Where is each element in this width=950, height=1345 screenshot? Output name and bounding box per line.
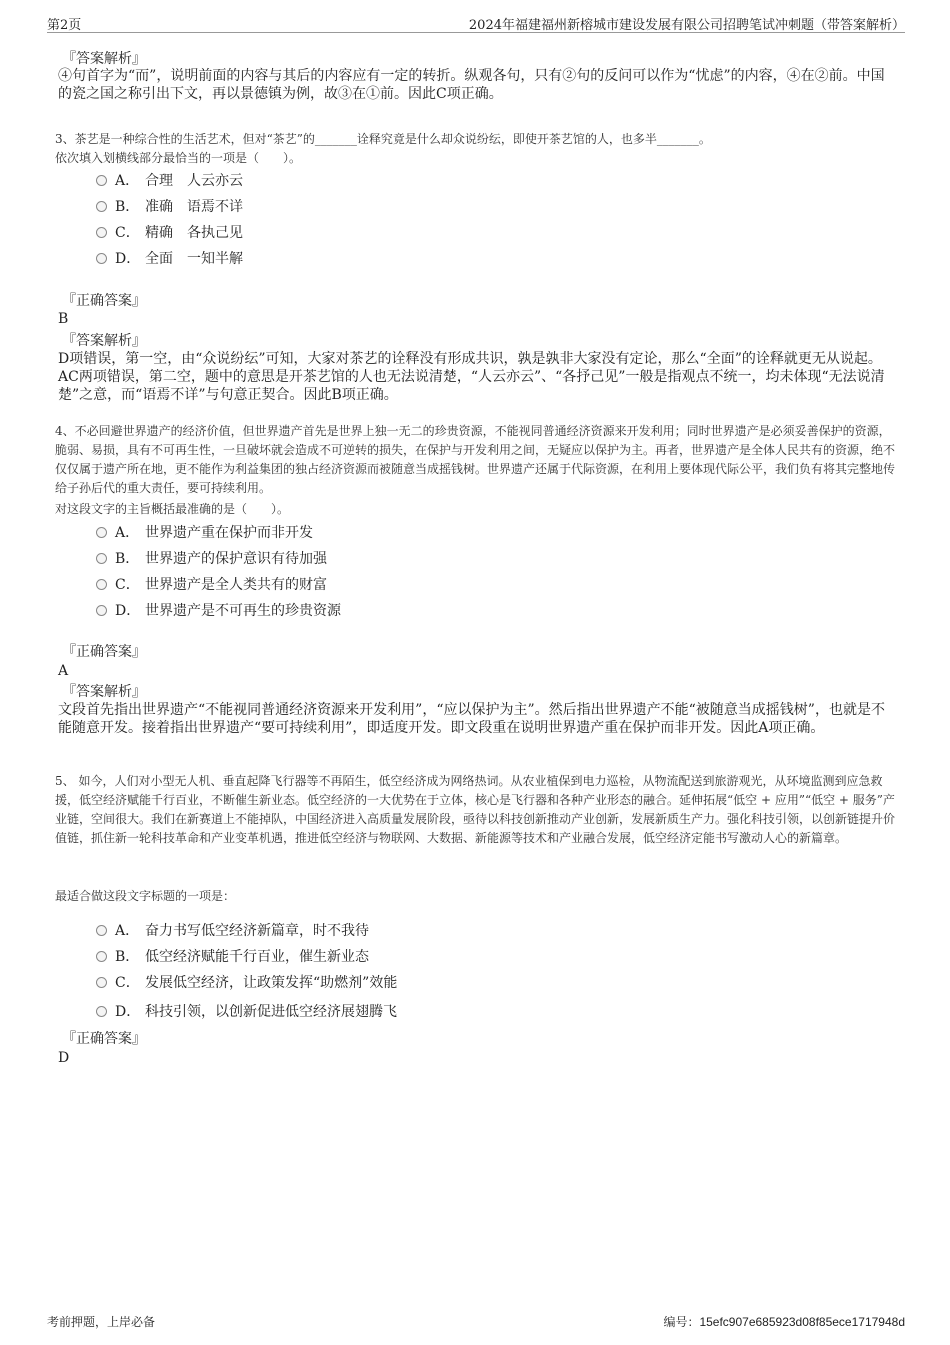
radio-icon[interactable]	[96, 201, 107, 212]
q4-analysis-label: 『答案解析』	[62, 684, 146, 700]
q3-prompt: 依次填入划横线部分最恰当的一项是（ ）。	[55, 151, 302, 165]
q4-answer-label: 『正确答案』	[62, 644, 146, 660]
radio-icon[interactable]	[96, 977, 107, 988]
q5-option-b[interactable]: B． 低空经济赋能千行百业，催生新业态	[96, 946, 369, 968]
q3-stem: 3、茶艺是一种综合性的生活艺术，但对“茶艺”的_______诠释究竟是什么却众说纷纭，即使开茶艺馆的人，也多半_______。	[55, 132, 711, 146]
radio-icon[interactable]	[96, 605, 107, 616]
footer-slogan: 考前押题，上岸必备	[47, 1315, 156, 1329]
page-header	[47, 10, 905, 33]
radio-icon[interactable]	[96, 1006, 107, 1017]
radio-icon[interactable]	[96, 527, 107, 538]
q3-answer-label: 『正确答案』	[62, 293, 146, 309]
radio-icon[interactable]	[96, 579, 107, 590]
q3-analysis-text: D项错误，第一空，由“众说纷纭”可知，大家对茶艺的诠释没有形成共识，孰是孰非大家没有定论，那么“全面”的诠释就更无从说起。AC两项错误，第二空，题中的意思是开茶艺馆的人也无法说清楚，“人云亦云”、“各抒己见”一般是指观点不统一，均未体现“无法说清楚”之意，而“语焉不详”与句意正契合。因此B项正确。	[58, 351, 885, 403]
q4-option-c[interactable]: C． 世界遗产是全人类共有的财富	[96, 574, 327, 596]
q2-analysis-label: 『答案解析』	[62, 51, 146, 67]
document-title: 2024年福建福州新榕城市建设发展有限公司招聘笔试冲刺题（带答案解析）	[468, 18, 905, 33]
q4-stem: 4、不必回避世界遗产的经济价值，但世界遗产首先是世界上独一无二的珍贵资源，不能视同普通经济资源来开发利用；同时世界遗产是必须妥善保护的资源，脆弱、易损，具有不可再生性，一旦破坏就会造成不可逆转的损失，在保护与开发利用之间，无疑应以保护为主。再者，世界遗产是全体人民共有的资源，绝不仅仅属于遗产所在地，更不能作为利益集团的独占经济资源而被随意当成摇钱树。世界遗产还属于代际资源，在利用上要体现代际公平，我们负有将其完整地传给子孙后代的重大责任，要可持续利用。	[55, 424, 896, 495]
radio-icon[interactable]	[96, 553, 107, 564]
document-code-value: 15efc907e685923d08f85ece1717948d	[699, 1315, 905, 1329]
q5-stem: 5、 如今，人们对小型无人机、垂直起降飞行器等不再陌生，低空经济成为网络热词。从农业植保到电力巡检，从物流配送到旅游观光，从环境监测到应急救援，低空经济赋能千行百业，不断催生新业态。低空经济的一大优势在于立体，核心是飞行器和各种产业形态的融合。延伸拓展“低空 + 应用”“低空 + 服务”产业链，空间很大。我们在新赛道上不能掉队，中国经济进入高质量发展阶段，亟待以科技创新推动产业创新，发展新质生产力。强化科技引领，以创新链提升价值链，抓住新一轮科技革命和产业变革机遇，推进低空经济与物联网、大数据、新能源等技术和产业融合发展，低空经济定能书写激动人心的新篇章。	[55, 774, 896, 845]
q5-option-a[interactable]: A． 奋力书写低空经济新篇章，时不我待	[96, 920, 369, 942]
radio-icon[interactable]	[96, 175, 107, 186]
document-code-label: 编号：	[663, 1315, 700, 1329]
q3-answer: B	[58, 311, 69, 327]
q4-answer: A	[58, 663, 69, 679]
radio-icon[interactable]	[96, 227, 107, 238]
q3-option-a[interactable]: A． 合理 人云亦云	[96, 170, 243, 192]
radio-icon[interactable]	[96, 925, 107, 936]
q4-prompt: 对这段文字的主旨概括最准确的是（ ）。	[55, 502, 290, 516]
q2-analysis-text: ④句首字为“而”，说明前面的内容与其后的内容应有一定的转折。纵观各句，只有②句的反问可以作为“忧虑”的内容，④在②前。中国的瓷之国之称引出下文，再以景德镇为例，故③在①前。因此C项正确。	[58, 68, 885, 102]
page-number: 第2页	[47, 18, 82, 33]
q4-option-d[interactable]: D． 世界遗产是不可再生的珍贵资源	[96, 600, 341, 622]
document-code	[663, 1313, 905, 1330]
radio-icon[interactable]	[96, 951, 107, 962]
radio-icon[interactable]	[96, 253, 107, 264]
q3-option-c[interactable]: C． 精确 各执己见	[96, 222, 243, 244]
q5-prompt: 最适合做这段文字标题的一项是：	[55, 889, 236, 903]
q5-option-c[interactable]: C． 发展低空经济，让政策发挥“助燃剂”效能	[96, 972, 397, 994]
q4-option-b[interactable]: B． 世界遗产的保护意识有待加强	[96, 548, 327, 570]
q5-option-d[interactable]: D． 科技引领，以创新促进低空经济展翅腾飞	[96, 1001, 397, 1023]
q3-analysis-label: 『答案解析』	[62, 333, 146, 349]
q3-option-b[interactable]: B． 准确 语焉不详	[96, 196, 243, 218]
q3-option-d[interactable]: D． 全面 一知半解	[96, 248, 243, 270]
q4-analysis-text: 文段首先指出世界遗产“不能视同普通经济资源来开发利用”，“应以保护为主”。然后指出世界遗产不能“被随意当成摇钱树”，也就是不能随意开发。接着指出世界遗产“要可持续利用”，即适度开发。即文段重在说明世界遗产重在保护而非开发。因此A项正确。	[58, 702, 885, 736]
q4-option-a[interactable]: A． 世界遗产重在保护而非开发	[96, 522, 313, 544]
q5-answer-label: 『正确答案』	[62, 1031, 146, 1047]
q5-answer: D	[58, 1050, 70, 1066]
